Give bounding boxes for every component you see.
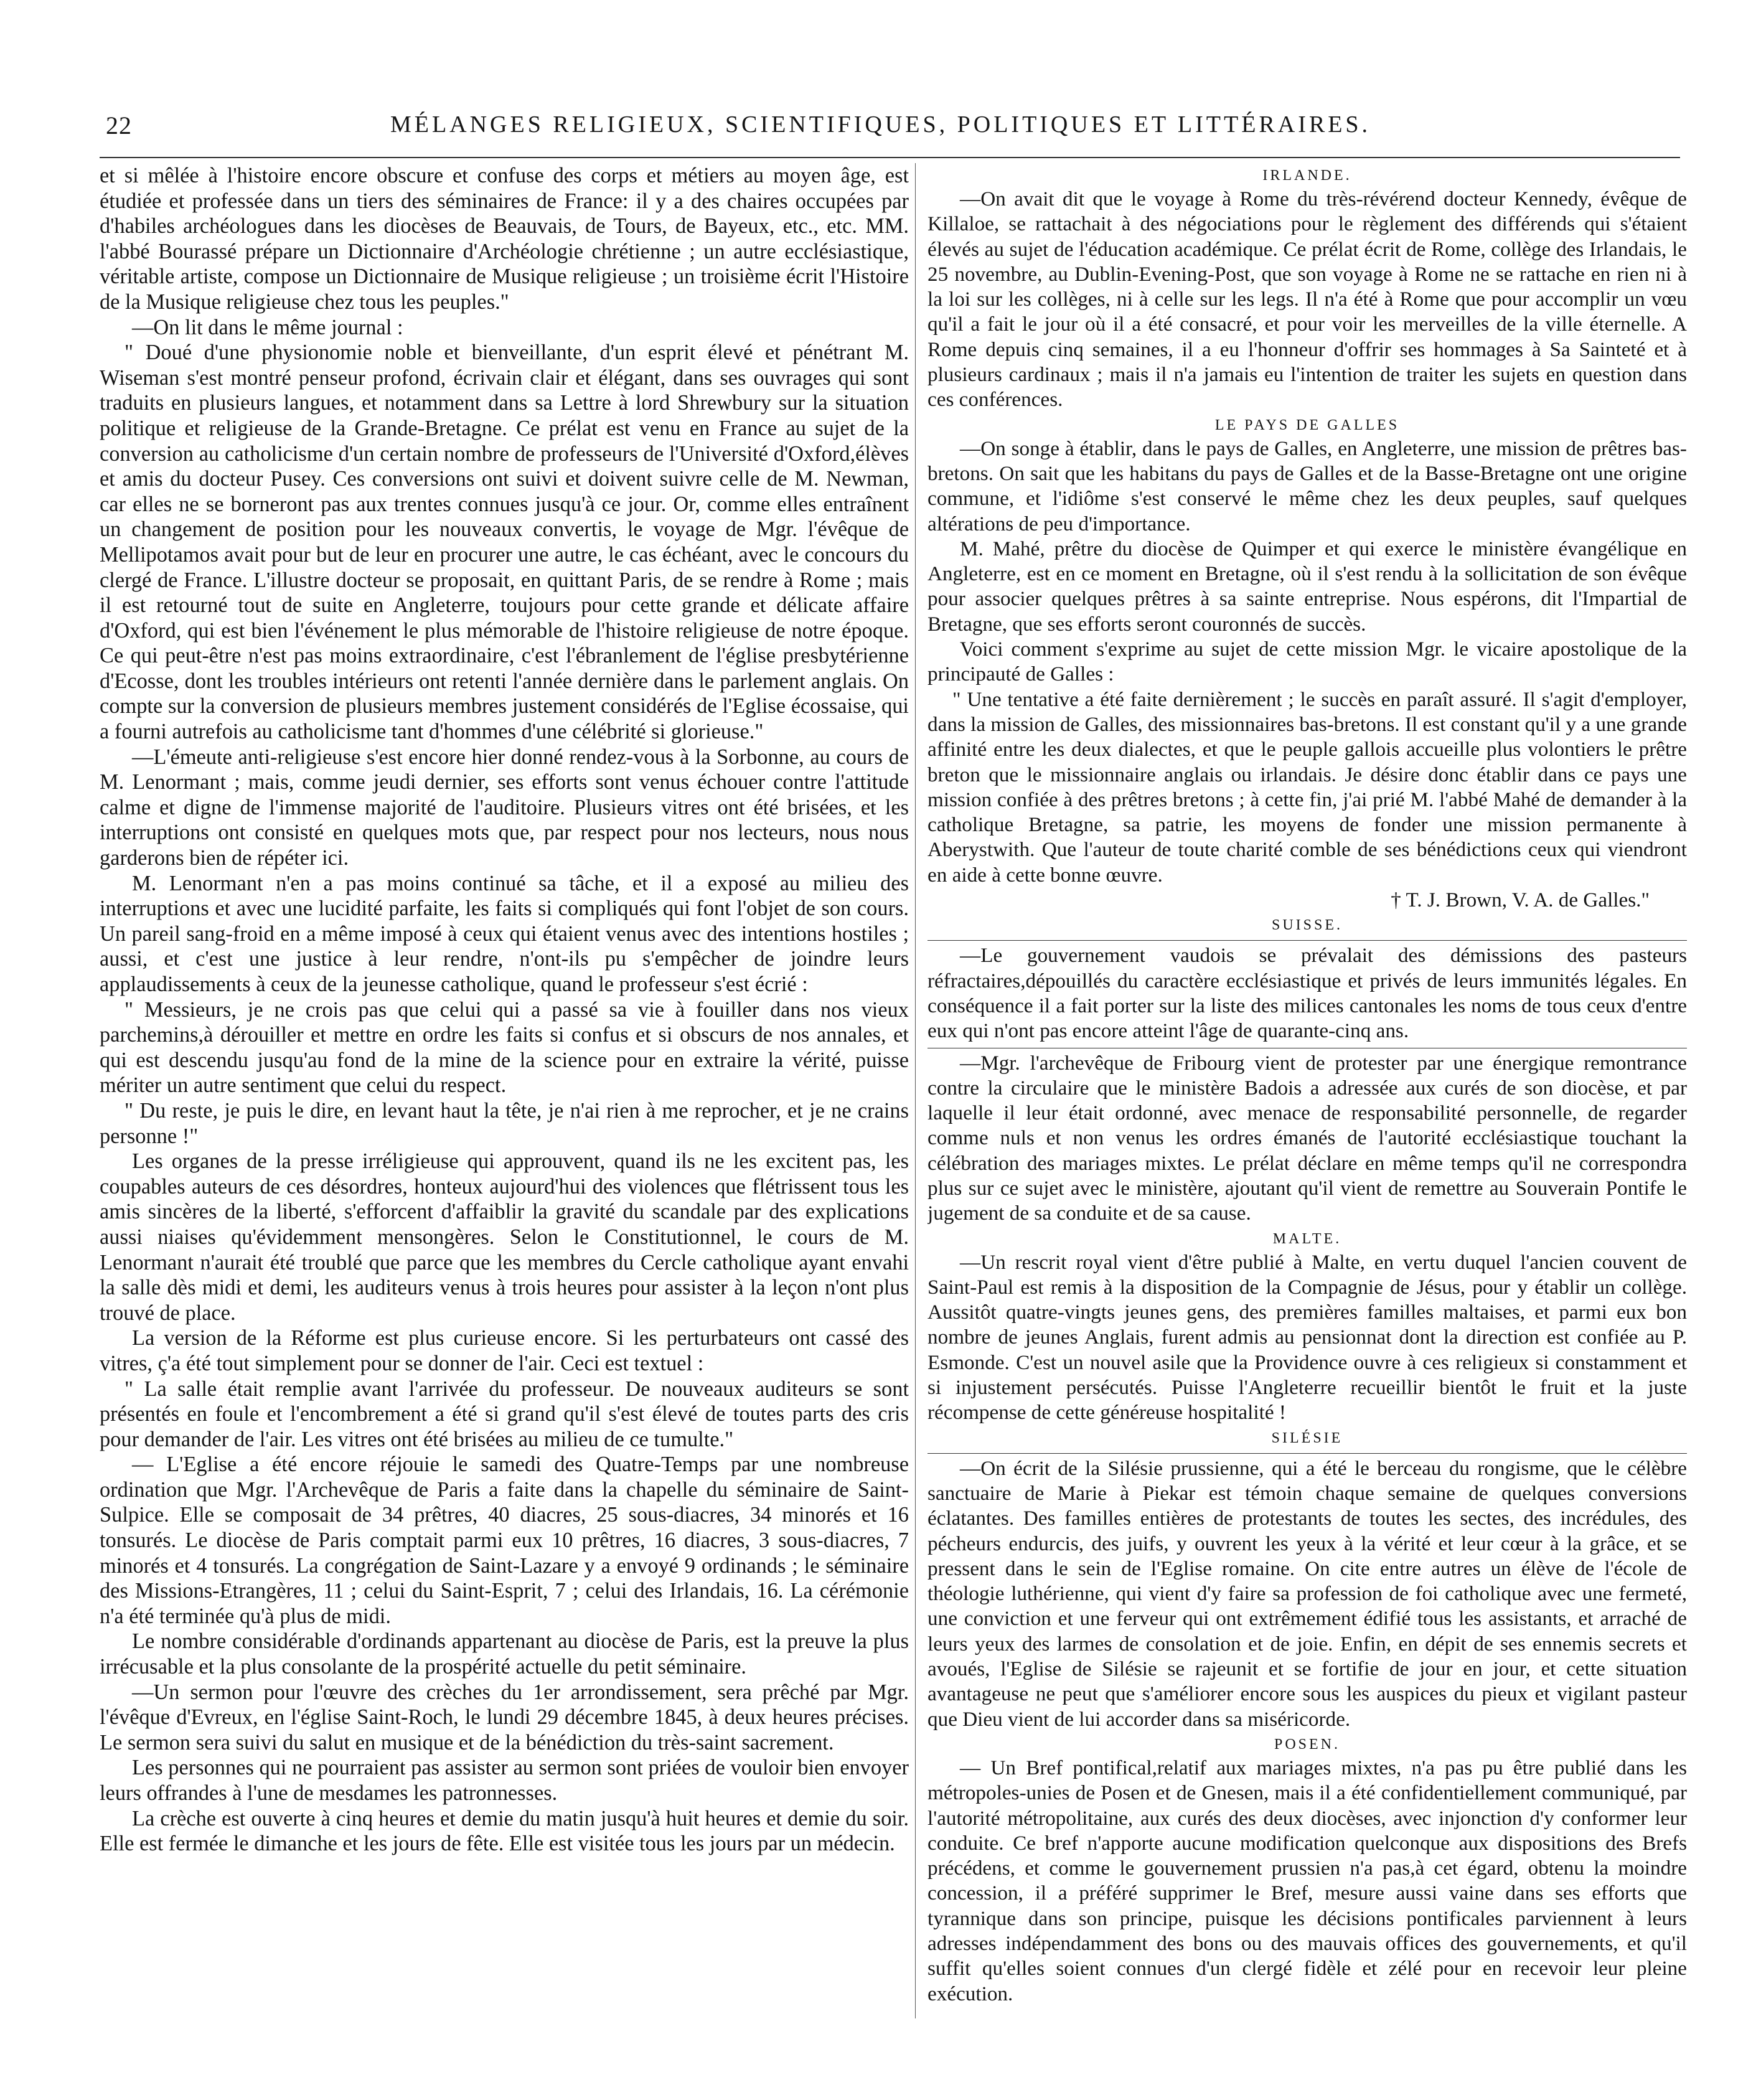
paragraph-suisse-vaudois: —Le gouvernement vaudois se prévalait des démissions des pasteurs réfractaires,dépouillés du caractère ecclésiastique et privés de leurs immunités légales. En conséquence il a fait porter sur la liste des milices cantonales les noms de tous ceux d'entre eux qui n'ont pas encore atteint l'âge de quarante-cinq ans.	[927, 944, 1687, 1043]
paragraph-irlande: —On avait dit que le voyage à Rome du très-révérend docteur Kennedy, évêque de Killaloe, se rattachait à des négociations pour le règlement des différends qui s'étaient élevés au sujet de l'éducation académique. Ce prélat écrit de Rome, collège des Irlandais, le 25 novembre, au Dublin-Evening-Post, que son voyage à Rome ne se rattache en rien ni à la loi sur les collèges, ni à celle sur les legs. Il n'a été à Rome que pour accomplir un vœu qu'il a fait le jour où il a été consacré, et pour voir les merveilles de la ville éternelle. A Rome depuis cinq semaines, il a eu l'honneur d'offrir ses hommages à Sa Sainteté et à plusieurs cardinaux ; mais il n'a jamais eu l'intention de traiter les sujets en question dans ces conférences.	[927, 187, 1687, 412]
paragraph-galles-mission: —On songe à établir, dans le pays de Galles, en Angleterre, une mission de prêtres bas-bretons. On sait que les habitans du pays de Galles et de la Basse-Bretagne ont une origine commune, et l'idiôme s'est conservé le même chez les deux peuples, sauf quelques altérations de peu d'importance.	[927, 436, 1687, 535]
paragraph-wiseman: " Doué d'une physionomie noble et bienveillante, d'un esprit élevé et pénétrant M. Wiseman s'est montré penseur profond, écrivain clair et élégant, dans ses ouvrages qui sont traduits en plusieurs langues, et notamment dans sa Lettre à lord Shrewbury sur la situation politique et religieuse de la Grande-Bretagne. Ce prélat est venu en France au sujet de la conversion au catholicisme d'un certain nombre de professeurs de l'Université d'Oxford,élèves et amis du docteur Pusey. Ces conversions ont suivi et doivent suivre celle de M. Newman, car elles ne se borneront pas aux trentes connues jusqu'à ce jour. Or, comme elles entraînent un changement de position pour les nouveaux convertis, le voyage de Mgr. l'évêque de Mellipotamos avait pour but de leur en procurer une autre, le cas échéant, avec le concours du clergé de France. L'illustre docteur se proposait, en quittant Paris, de se rendre à Rome ; mais il est retourné tout de suite en Angleterre, toujours pour cette grande et délicate affaire d'Oxford, qui est bien l'événement le plus mémorable de l'histoire religieuse de notre époque. Ce qui peut-être n'est pas moins extraordinaire, c'est l'ébranlement de l'église presbytérienne d'Ecosse, dont les troubles intérieurs ont retenti l'année dernière dans le parlement anglais. On compte sur la conversion de plusieurs membres justement considérés de l'Eglise écossaise, qui a fourni autrefois au catholicisme tant d'hommes d'une célébrité si glorieuse."	[100, 341, 909, 744]
paragraph-archeologie: et si mêlée à l'histoire encore obscure et confuse des corps et métiers au moyen âge, est étudiée et professée dans un tiers des séminaires de France: il y a des chaires occupées par d'habiles archéologues dans les diocèses de Beauvais, de Tours, de Bayeux, etc., etc. MM. l'abbé Bourassé prépare un Dictionnaire d'Archéologie chrétienne ; un autre ecclésiastique, véritable artiste, compose un Dictionnaire de Musique religieuse ; un troisième écrit l'Histoire de la Musique religieuse chez tous les peuples."	[100, 164, 909, 314]
paragraph-meme-journal: —On lit dans le même journal :	[132, 315, 403, 339]
paragraph-galles-mahe: M. Mahé, prêtre du diocèse de Quimper et qui exerce le ministère évangélique en Angleterre, est en ce moment en Bretagne, où il s'est rendu à la sollicitation de son évêque pour associer quelques prêtres à sa sainte entreprise. Nous espérons, dit l'Impartial de Bretagne, que ses efforts seront couronnés de succès.	[927, 537, 1687, 636]
section-heading-suisse: SUISSE.	[1271, 917, 1343, 934]
section-rule	[927, 1453, 1687, 1454]
paragraph-malte: —Un rescrit royal vient d'être publié à Malte, en vertu duquel l'ancien couvent de Saint-Paul est remis à la disposition de la Compagnie de Jésus, pour y établir un collège. Aussitôt quatre-vingts jeunes gens, des premières familles maltaises, et parmi eux bon nombre de jeunes Anglais, furent admis au pensionnat dont la direction est confiée au P. Esmonde. C'est un nouvel asile que la Providence ouvre à ces religieux si constamment et si injustement persécutés. Puisse l'Angleterre recueillir bientôt le fruit et la juste récompense de cette généreuse hospitalité !	[927, 1250, 1687, 1424]
paragraph-presse: Les organes de la presse irréligieuse qui approuvent, quand ils ne les excitent pas, les coupables auteurs de ces désordres, honteux aujourd'hui des violences que flétrissent tous les amis sincères de la liberté, s'efforcent d'affaiblir la gravité du scandale par des explications aussi niaises qu'évidemment mensongères. Selon le Constitutionnel, le cours de M. Lenormant n'aurait été troublé que parce que les membres du Cercle catholique ayant envahi la salle dès midi et demi, les auditeurs venus à trois heures pour assister à la leçon n'ont plus trouvé de place.	[100, 1149, 909, 1325]
page-header	[81, 111, 1680, 148]
section-heading-malte: MALTE.	[1272, 1230, 1342, 1247]
quote-du-reste: " Du reste, je puis le dire, en levant haut la tête, je n'ai rien à me reprocher, et je ne crains personne !"	[100, 1098, 909, 1148]
right-column	[927, 163, 1687, 2056]
paragraph-personnes: Les personnes qui ne pourraient pas assister au sermon sont priées de vouloir bien envoyer leurs offrandes à l'une de mesdames les patronnesses.	[100, 1756, 909, 1805]
paragraph-galles-vicaire: Voici comment s'exprime au sujet de cette mission Mgr. le vicaire apostolique de la principauté de Galles :	[927, 638, 1687, 686]
paragraph-suisse-fribourg: —Mgr. l'archevêque de Fribourg vient de protester par une énergique remontrance contre la circulaire que le ministère Badois a adressée aux curés de son diocèse, et par laquelle il leur était ordonné, avec menace de responsabilité personnelle, de regarder comme nuls et non venus les ordres émanés de l'autorité ecclésiastique touchant la célébration des mariages mixtes. Le prélat déclare en même temps qu'il ne correspondra plus sur ce sujet avec le ministère, ajoutant qu'il vient de remettre au Souverain Pontife le jugement de sa conduite et de sa cause.	[927, 1051, 1687, 1225]
left-column	[100, 163, 909, 2056]
section-heading-irlande: IRLANDE.	[1262, 167, 1352, 184]
paragraph-creche: La crèche est ouverte à cinq heures et demie du matin jusqu'à huit heures et demie du soir. Elle est fermée le dimanche et les jours de fête. Elle est visitée tous les jours par un médecin.	[100, 1806, 909, 1856]
paragraph-reforme: La version de la Réforme est plus curieuse encore. Si les perturbateurs ont cassé des vitres, ç'a été tout simplement pour se donner de l'air. Ceci est textuel :	[100, 1326, 909, 1375]
section-heading-galles: LE PAYS DE GALLES	[1214, 417, 1400, 433]
header-rule	[100, 157, 1680, 158]
section-heading-posen: POSEN.	[1274, 1736, 1341, 1753]
paragraph-posen: — Un Bref pontifical,relatif aux mariages mixtes, n'a pas pu être publié dans les métropoles-unies de Posen et de Gnesen, mais il a été confidentiellement communiqué, par l'autorité métropolitaine, aux curés des deux diocèses, avec injonction d'y conformer leur conduite. Ce bref n'apporte aucune modification quelconque aux dispositions des Brefs précédens, et comme le gouvernement prussien n'a pas,à cet égard, obtenu la moindre concession, il a préféré supprimer le Bref, mesure aussi vaine dans ses efforts que tyrannique dans son principe, puisque les décisions pontificales parviennent à leurs adresses indépendamment des bons ou des mauvais offices des gouvernements, et qu'il suffit qu'elles soient connues d'un clergé fidèle et zélé pour en recevoir leur pleine exécution.	[927, 1756, 1687, 2005]
paragraph-ordination: — L'Eglise a été encore réjouie le samedi des Quatre-Temps par une nombreuse ordination que Mgr. l'Archevêque de Paris a faite dans la chapelle du séminaire de Saint-Sulpice. Elle se composait de 34 prêtres, 40 diacres, 25 sous-diacres, 34 minorés et 16 tonsurés. Le diocèse de Paris comptait parmi eux 10 prêtres, 16 diacres, 3 sous-diacres, 7 minorés et 4 tonsurés. La congrégation de Saint-Lazare y a envoyé 9 ordinands ; le séminaire des Missions-Etrangères, 11 ; celui du Saint-Esprit, 7 ; celui des Irlandais, 16. La cérémonie n'a été terminée qu'à plus de midi.	[100, 1453, 909, 1628]
paragraph-emeute: —L'émeute anti-religieuse s'est encore hier donné rendez-vous à la Sorbonne, au cours de M. Lenormant ; mais, comme jeudi dernier, ses efforts sont venus échouer contre l'attitude calme et digne de l'immense majorité de l'auditoire. Plusieurs vitres ont été brisées, et les interruptions ont consisté en quelques mots que, par respect pour nos lecteurs, nous nous garderons bien de répéter ici.	[100, 745, 909, 870]
paragraph-sermon: —Un sermon pour l'œuvre des crèches du 1er arrondissement, sera prêché par Mgr. l'évêque d'Evreux, en l'église Saint-Roch, le lundi 29 décembre 1845, à deux heures précises. Le sermon sera suivi du salut en musique et de la bénédiction du très-saint sacrement.	[100, 1680, 909, 1754]
page-number: 22	[106, 111, 132, 139]
signature-brown: † T. J. Brown, V. A. de Galles."	[1391, 888, 1650, 912]
paragraph-ordinands: Le nombre considérable d'ordinands appartenant au diocèse de Paris, est la preuve la plus irrécusable et la plus consolante de la prospérité actuelle du petit séminaire.	[100, 1629, 909, 1679]
running-title: MÉLANGES RELIGIEUX, SCIENTIFIQUES, POLITIQUES ET LITTÉRAIRES.	[390, 111, 1371, 138]
quote-messieurs: " Messieurs, je ne crois pas que celui qui a passé sa vie à fouiller dans nos vieux parchemins,à dérouiller et mettre en ordre les faits si confus et si obscurs de nos annales, et qui est descendu jusqu'au fond de la mine de la science pour en extraire la vérité, puisse mériter un autre sentiment que celui du respect.	[100, 997, 909, 1098]
paragraph-silesie: —On écrit de la Silésie prussienne, qui a été le berceau du rongisme, que le célèbre sanctuaire de Marie à Piekar est témoin chaque semaine de quelques conversions éclatantes. Des familles entières de protestants de toutes les sectes, des incrédules, des pécheurs endurcis, des juifs, y ouvrent les yeux à la vérité et leur cœur à la grâce, et se pressent dans le sein de l'Eglise romaine. On cite entre autres un élève de l'école de théologie luthérienne, qui vient d'y faire sa profession de foi catholique avec une fermeté, une conviction et une ferveur qui ont extrêmement édifié tous les assistants, et arraché de leurs yeux des larmes de consolation et de joie. Enfin, en dépit de ses ennemis secrets et avoués, l'Eglise de Silésie se rajeunit et se fortifie de jour en jour, et cette situation avantageuse ne peut que s'améliorer encore sous les auspices du pieux et vigilant pasteur que Dieu vient de lui accorder dans sa miséricorde.	[927, 1456, 1687, 1731]
section-heading-silesie: SILÉSIE	[1271, 1429, 1343, 1446]
quote-salle: " La salle était remplie avant l'arrivée du professeur. De nouveaux auditeurs se sont présentés en foule et l'encombrement a été si grand qu'il s'est élevé de toutes parts des cris pour demander de l'air. Les vitres ont été brisées au milieu de ce tumulte."	[100, 1377, 909, 1451]
quote-galles-tentative: " Une tentative a été faite dernièrement ; le succès en paraît assuré. Il s'agit d'employer, dans la mission de Galles, des missionnaires bas-bretons. Il est constant qu'il y a une grande affinité entre les deux dialectes, et que le peuple gallois accueille plus volontiers le prêtre breton que le missionnaire anglais ou irlandais. Je désire donc établir dans ce pays une mission confiée à des prêtres bretons ; à cette fin, j'ai prié M. l'abbé Mahé de demander à la catholique Bretagne, sa patrie, les moyens de fonder une mission permanente à Aberystwith. Que l'auteur de toute charité comble de ses bénédictions ceux qui viendront en aide à cette bonne œuvre.	[927, 687, 1687, 887]
section-rule	[927, 940, 1687, 941]
paragraph-lenormant: M. Lenormant n'en a pas moins continué sa tâche, et il a exposé au milieu des interruptions et avec une lucidité parfaite, les faits si compliqués qui font l'objet de son cours. Un pareil sang-froid en a même imposé à ceux qui étaient venus avec des intentions hostiles ; aussi, et c'est une justice à leur rendre, n'ont-ils pu s'empêcher de joindre leurs applaudissements à ceux de la jeunesse catholique, quand le professeur s'est écrié :	[100, 871, 909, 996]
column-divider	[915, 163, 916, 2018]
